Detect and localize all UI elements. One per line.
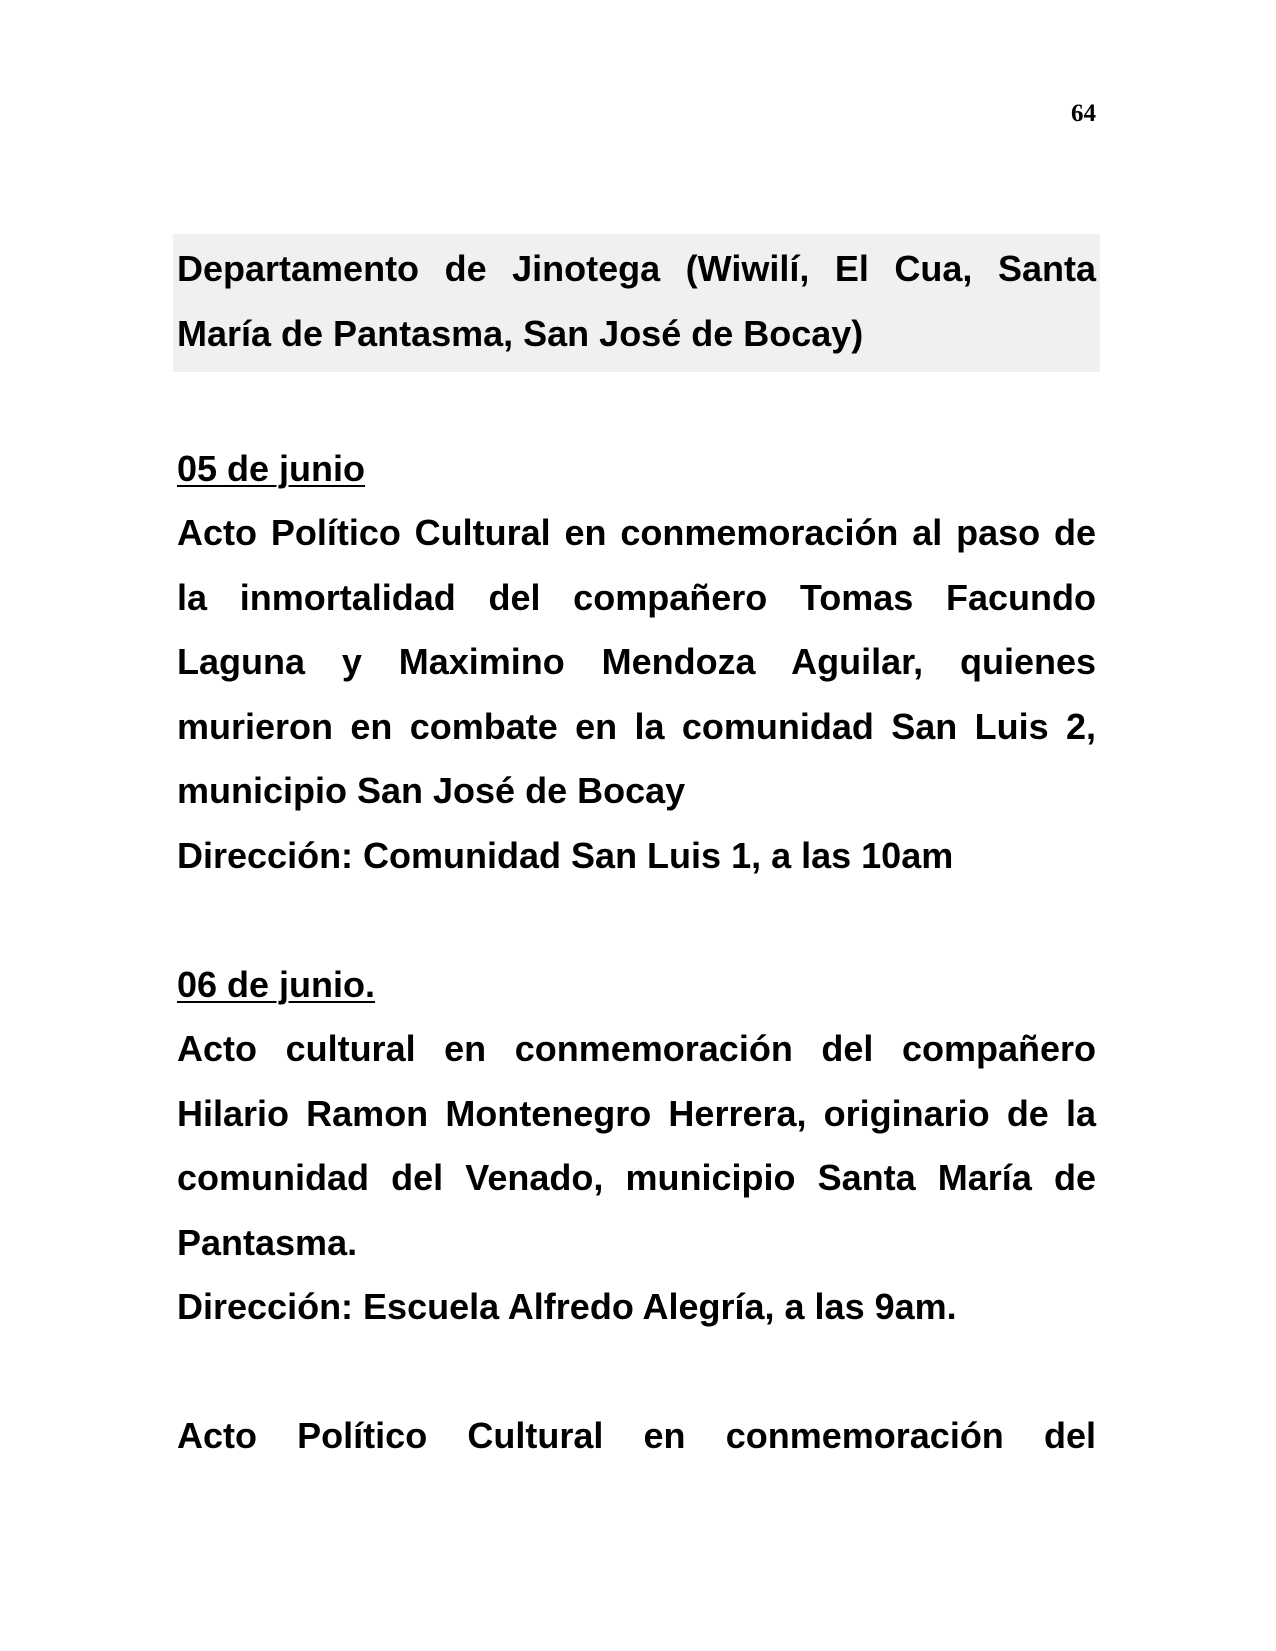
event-description: Acto Político Cultural en conmemoración al paso de la inmortalidad del compañero Tomas Facundo Laguna y Maximino Mendoza Aguilar, quienes murieron en combate en la comunidad San Luis 2, municipio San José de Bocay bbox=[177, 512, 1096, 811]
spacer bbox=[177, 372, 1096, 437]
event-date-text: 06 de junio. bbox=[177, 963, 376, 1005]
event-section bbox=[177, 437, 1096, 889]
trailing-paragraph: Acto Político Cultural en conmemoración del bbox=[177, 1415, 1096, 1456]
spacer bbox=[177, 888, 1096, 953]
event-address: Dirección: Escuela Alfredo Alegría, a las 9am. bbox=[177, 1286, 957, 1327]
event-date bbox=[177, 437, 1096, 502]
event-description: Acto cultural en conmemoración del compañero Hilario Ramon Montenegro Herrera, originario de la comunidad del Venado, municipio Santa María de Pantasma. bbox=[177, 1028, 1096, 1263]
event-date bbox=[177, 953, 1096, 1018]
department-heading: Departamento de Jinotega (Wiwilí, El Cua, Santa María de Pantasma, San José de Bocay) bbox=[173, 234, 1100, 372]
event-section bbox=[177, 953, 1096, 1340]
document-body bbox=[177, 234, 1096, 1469]
spacer bbox=[177, 1340, 1096, 1405]
page-number: 64 bbox=[1071, 100, 1096, 127]
event-address: Dirección: Comunidad San Luis 1, a las 10am bbox=[177, 834, 954, 876]
event-date-text: 05 de junio bbox=[177, 447, 366, 489]
